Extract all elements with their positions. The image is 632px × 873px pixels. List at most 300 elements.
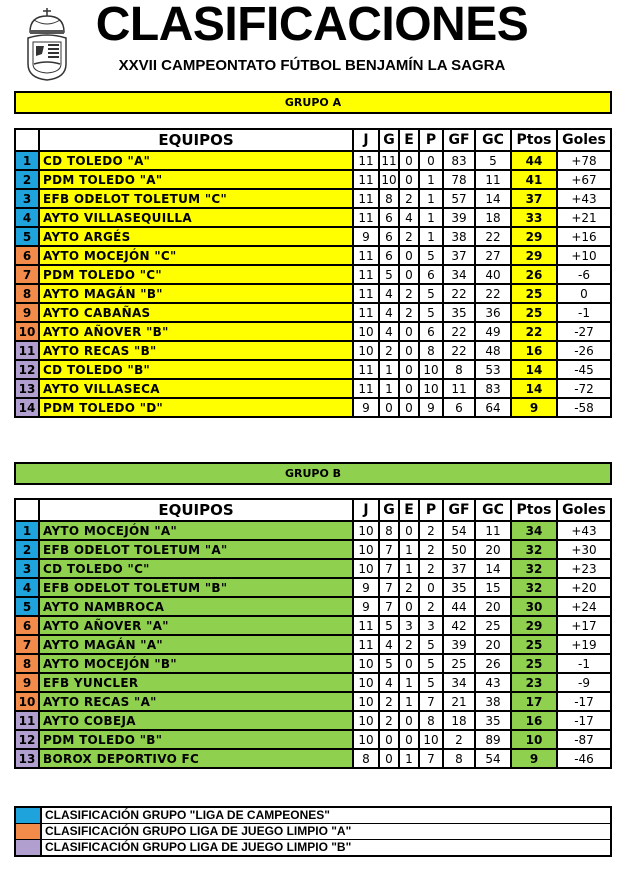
played: 9 — [353, 227, 379, 246]
legend-label: CLASIFICACIÓN GRUPO LIGA DE JUEGO LIMPIO "A" — [45, 824, 352, 838]
drawn: 0 — [399, 398, 419, 417]
col-header-equipos: EQUIPOS — [39, 129, 353, 151]
goals-against: 25 — [475, 616, 511, 635]
position-cell: 1 — [15, 151, 39, 170]
position-cell: 14 — [15, 398, 39, 417]
goals-for: 8 — [443, 360, 475, 379]
group-b-standings-table — [14, 498, 612, 769]
col-header-e: E — [399, 499, 419, 521]
lost: 2 — [419, 540, 443, 559]
lost: 0 — [419, 578, 443, 597]
played: 11 — [353, 284, 379, 303]
table-row — [15, 379, 611, 398]
drawn: 0 — [399, 170, 419, 189]
points: 17 — [511, 692, 557, 711]
lost: 2 — [419, 559, 443, 578]
drawn: 1 — [399, 540, 419, 559]
points: 26 — [511, 265, 557, 284]
team-name: AYTO COBEJA — [39, 711, 353, 730]
lost: 9 — [419, 398, 443, 417]
table-row — [15, 360, 611, 379]
col-header-goles: Goles — [557, 499, 611, 521]
points: 25 — [511, 654, 557, 673]
legend — [14, 806, 612, 857]
goals-against: 11 — [475, 170, 511, 189]
goals-against: 26 — [475, 654, 511, 673]
won: 5 — [379, 265, 399, 284]
goals-against: 38 — [475, 692, 511, 711]
played: 10 — [353, 540, 379, 559]
points: 22 — [511, 322, 557, 341]
table-row — [15, 284, 611, 303]
points: 9 — [511, 398, 557, 417]
goals-for: 22 — [443, 284, 475, 303]
team-name: EFB ODELOT TOLETUM "B" — [39, 578, 353, 597]
team-name: CD TOLEDO "C" — [39, 559, 353, 578]
lost: 1 — [419, 189, 443, 208]
goal-difference: -1 — [557, 303, 611, 322]
goal-difference: +21 — [557, 208, 611, 227]
team-name: AYTO AÑOVER "A" — [39, 616, 353, 635]
goal-difference: +23 — [557, 559, 611, 578]
points: 29 — [511, 616, 557, 635]
team-name: PDM TOLEDO "D" — [39, 398, 353, 417]
played: 10 — [353, 521, 379, 540]
drawn: 0 — [399, 322, 419, 341]
goals-for: 18 — [443, 711, 475, 730]
lost: 1 — [419, 208, 443, 227]
played: 11 — [353, 189, 379, 208]
table-header-row — [15, 499, 611, 521]
table-row — [15, 749, 611, 768]
col-header-j: J — [353, 129, 379, 151]
lost: 5 — [419, 635, 443, 654]
played: 8 — [353, 749, 379, 768]
table-row — [15, 730, 611, 749]
goal-difference: -46 — [557, 749, 611, 768]
drawn: 0 — [399, 246, 419, 265]
played: 9 — [353, 398, 379, 417]
lost: 7 — [419, 749, 443, 768]
points: 33 — [511, 208, 557, 227]
goals-against: 49 — [475, 322, 511, 341]
table-row — [15, 303, 611, 322]
lost: 10 — [419, 730, 443, 749]
position-cell: 7 — [15, 265, 39, 284]
position-cell: 8 — [15, 654, 39, 673]
table-row — [15, 616, 611, 635]
goals-for: 21 — [443, 692, 475, 711]
won: 0 — [379, 398, 399, 417]
drawn: 0 — [399, 379, 419, 398]
goals-against: 11 — [475, 521, 511, 540]
legend-swatch-blue — [16, 808, 42, 823]
team-name: AYTO VILLASECA — [39, 379, 353, 398]
col-header-g: G — [379, 499, 399, 521]
points: 14 — [511, 360, 557, 379]
won: 6 — [379, 208, 399, 227]
points: 29 — [511, 227, 557, 246]
goals-for: 57 — [443, 189, 475, 208]
drawn: 1 — [399, 559, 419, 578]
col-header-p: P — [419, 129, 443, 151]
won: 7 — [379, 578, 399, 597]
goals-against: 22 — [475, 284, 511, 303]
table-row — [15, 322, 611, 341]
lost: 8 — [419, 711, 443, 730]
table-row — [15, 170, 611, 189]
played: 11 — [353, 208, 379, 227]
team-name: CD TOLEDO "B" — [39, 360, 353, 379]
legend-label: CLASIFICACIÓN GRUPO "LIGA DE CAMPEONES" — [45, 808, 330, 822]
won: 7 — [379, 540, 399, 559]
goal-difference: -17 — [557, 692, 611, 711]
col-header-gc: GC — [475, 499, 511, 521]
goals-against: 20 — [475, 597, 511, 616]
position-cell: 12 — [15, 730, 39, 749]
played: 10 — [353, 673, 379, 692]
points: 25 — [511, 284, 557, 303]
goal-difference: +67 — [557, 170, 611, 189]
lost: 3 — [419, 616, 443, 635]
goals-for: 35 — [443, 578, 475, 597]
won: 6 — [379, 227, 399, 246]
drawn: 0 — [399, 341, 419, 360]
position-cell: 11 — [15, 711, 39, 730]
table-row — [15, 635, 611, 654]
table-header-row — [15, 129, 611, 151]
team-name: AYTO RECAS "A" — [39, 692, 353, 711]
team-name: PDM TOLEDO "C" — [39, 265, 353, 284]
col-header-j: J — [353, 499, 379, 521]
col-header-gc: GC — [475, 129, 511, 151]
won: 0 — [379, 749, 399, 768]
played: 11 — [353, 616, 379, 635]
team-name: EFB YUNCLER — [39, 673, 353, 692]
points: 37 — [511, 189, 557, 208]
goals-against: 15 — [475, 578, 511, 597]
goals-for: 6 — [443, 398, 475, 417]
points: 23 — [511, 673, 557, 692]
goal-difference: +43 — [557, 189, 611, 208]
lost: 2 — [419, 597, 443, 616]
drawn: 3 — [399, 616, 419, 635]
table-row — [15, 711, 611, 730]
table-row — [15, 654, 611, 673]
table-row — [15, 208, 611, 227]
points: 44 — [511, 151, 557, 170]
goals-for: 38 — [443, 227, 475, 246]
played: 11 — [353, 170, 379, 189]
legend-swatch-purple — [16, 840, 42, 855]
goals-for: 2 — [443, 730, 475, 749]
goals-for: 37 — [443, 559, 475, 578]
col-header-pos — [15, 129, 39, 151]
points: 41 — [511, 170, 557, 189]
played: 11 — [353, 151, 379, 170]
position-cell: 12 — [15, 360, 39, 379]
goal-difference: -6 — [557, 265, 611, 284]
col-header-goles: Goles — [557, 129, 611, 151]
position-cell: 3 — [15, 559, 39, 578]
table-row — [15, 227, 611, 246]
position-cell: 4 — [15, 578, 39, 597]
goals-against: 89 — [475, 730, 511, 749]
won: 4 — [379, 635, 399, 654]
goals-for: 54 — [443, 521, 475, 540]
table-row — [15, 559, 611, 578]
drawn: 1 — [399, 749, 419, 768]
drawn: 1 — [399, 692, 419, 711]
goals-for: 39 — [443, 208, 475, 227]
won: 7 — [379, 597, 399, 616]
legend-item-juego-limpio-b — [16, 840, 610, 855]
goals-for: 22 — [443, 341, 475, 360]
goal-difference: +20 — [557, 578, 611, 597]
lost: 1 — [419, 227, 443, 246]
goal-difference: -58 — [557, 398, 611, 417]
played: 11 — [353, 265, 379, 284]
team-name: EFB ODELOT TOLETUM "C" — [39, 189, 353, 208]
goal-difference: -1 — [557, 654, 611, 673]
won: 2 — [379, 341, 399, 360]
table-row — [15, 597, 611, 616]
points: 25 — [511, 635, 557, 654]
goal-difference: -9 — [557, 673, 611, 692]
team-name: PDM TOLEDO "A" — [39, 170, 353, 189]
played: 9 — [353, 578, 379, 597]
drawn: 0 — [399, 597, 419, 616]
position-cell: 1 — [15, 521, 39, 540]
goal-difference: -87 — [557, 730, 611, 749]
goal-difference: -26 — [557, 341, 611, 360]
goals-against: 35 — [475, 711, 511, 730]
position-cell: 2 — [15, 170, 39, 189]
goals-against: 53 — [475, 360, 511, 379]
col-header-equipos: EQUIPOS — [39, 499, 353, 521]
goals-against: 27 — [475, 246, 511, 265]
played: 10 — [353, 559, 379, 578]
drawn: 2 — [399, 189, 419, 208]
team-name: AYTO VILLASEQUILLA — [39, 208, 353, 227]
points: 10 — [511, 730, 557, 749]
points: 9 — [511, 749, 557, 768]
won: 4 — [379, 673, 399, 692]
won: 10 — [379, 170, 399, 189]
won: 5 — [379, 616, 399, 635]
played: 11 — [353, 635, 379, 654]
drawn: 0 — [399, 654, 419, 673]
drawn: 2 — [399, 578, 419, 597]
goal-difference: +24 — [557, 597, 611, 616]
goals-against: 18 — [475, 208, 511, 227]
table-row — [15, 189, 611, 208]
goals-for: 42 — [443, 616, 475, 635]
points: 32 — [511, 578, 557, 597]
goals-against: 36 — [475, 303, 511, 322]
col-header-pos — [15, 499, 39, 521]
lost: 10 — [419, 360, 443, 379]
col-header-p: P — [419, 499, 443, 521]
points: 14 — [511, 379, 557, 398]
lost: 10 — [419, 379, 443, 398]
col-header-e: E — [399, 129, 419, 151]
position-cell: 10 — [15, 322, 39, 341]
won: 1 — [379, 379, 399, 398]
won: 6 — [379, 246, 399, 265]
won: 1 — [379, 360, 399, 379]
goals-for: 25 — [443, 654, 475, 673]
goal-difference: +17 — [557, 616, 611, 635]
team-name: AYTO CABAÑAS — [39, 303, 353, 322]
won: 4 — [379, 322, 399, 341]
lost: 8 — [419, 341, 443, 360]
table-row — [15, 246, 611, 265]
legend-label: CLASIFICACIÓN GRUPO LIGA DE JUEGO LIMPIO "B" — [45, 840, 352, 854]
page-title: CLASIFICACIONES — [95, 0, 529, 51]
goal-difference: -27 — [557, 322, 611, 341]
position-cell: 6 — [15, 616, 39, 635]
lost: 1 — [419, 170, 443, 189]
table-row — [15, 151, 611, 170]
position-cell: 7 — [15, 635, 39, 654]
table-row — [15, 540, 611, 559]
goals-for: 50 — [443, 540, 475, 559]
lost: 6 — [419, 265, 443, 284]
drawn: 0 — [399, 711, 419, 730]
goals-against: 22 — [475, 227, 511, 246]
played: 11 — [353, 360, 379, 379]
team-name: AYTO MOCEJÓN "C" — [39, 246, 353, 265]
lost: 6 — [419, 322, 443, 341]
drawn: 1 — [399, 673, 419, 692]
position-cell: 5 — [15, 227, 39, 246]
played: 11 — [353, 246, 379, 265]
goals-against: 54 — [475, 749, 511, 768]
goal-difference: +78 — [557, 151, 611, 170]
lost: 5 — [419, 246, 443, 265]
goal-difference: 0 — [557, 284, 611, 303]
table-row — [15, 673, 611, 692]
played: 10 — [353, 711, 379, 730]
drawn: 4 — [399, 208, 419, 227]
won: 8 — [379, 189, 399, 208]
goal-difference: +19 — [557, 635, 611, 654]
group-b-header: GRUPO B — [14, 462, 612, 485]
goal-difference: -45 — [557, 360, 611, 379]
goal-difference: -72 — [557, 379, 611, 398]
group-a-standings-table — [14, 128, 612, 418]
goals-for: 8 — [443, 749, 475, 768]
drawn: 0 — [399, 265, 419, 284]
goals-for: 35 — [443, 303, 475, 322]
table-row — [15, 578, 611, 597]
won: 8 — [379, 521, 399, 540]
col-header-g: G — [379, 129, 399, 151]
goals-against: 14 — [475, 189, 511, 208]
position-cell: 8 — [15, 284, 39, 303]
legend-item-liga-campeones — [16, 808, 610, 824]
lost: 5 — [419, 673, 443, 692]
lost: 0 — [419, 151, 443, 170]
goal-difference: -17 — [557, 711, 611, 730]
lost: 2 — [419, 521, 443, 540]
played: 10 — [353, 322, 379, 341]
col-header-gf: GF — [443, 129, 475, 151]
position-cell: 6 — [15, 246, 39, 265]
page-subtitle: XXVII CAMPEONTATO FÚTBOL BENJAMÍN LA SAGRA — [118, 57, 506, 74]
goal-difference: +43 — [557, 521, 611, 540]
points: 32 — [511, 559, 557, 578]
won: 5 — [379, 654, 399, 673]
table-row — [15, 265, 611, 284]
points: 32 — [511, 540, 557, 559]
won: 4 — [379, 303, 399, 322]
team-name: AYTO MAGÁN "A" — [39, 635, 353, 654]
played: 11 — [353, 303, 379, 322]
position-cell: 3 — [15, 189, 39, 208]
goals-for: 22 — [443, 322, 475, 341]
team-name: CD TOLEDO "A" — [39, 151, 353, 170]
lost: 7 — [419, 692, 443, 711]
team-name: AYTO MAGÁN "B" — [39, 284, 353, 303]
position-cell: 10 — [15, 692, 39, 711]
team-name: PDM TOLEDO "B" — [39, 730, 353, 749]
played: 9 — [353, 597, 379, 616]
team-name: AYTO ARGÉS — [39, 227, 353, 246]
won: 11 — [379, 151, 399, 170]
played: 10 — [353, 341, 379, 360]
goals-against: 48 — [475, 341, 511, 360]
goals-for: 37 — [443, 246, 475, 265]
goals-against: 43 — [475, 673, 511, 692]
won: 7 — [379, 559, 399, 578]
goals-for: 39 — [443, 635, 475, 654]
position-cell: 13 — [15, 749, 39, 768]
goals-against: 20 — [475, 540, 511, 559]
played: 10 — [353, 730, 379, 749]
drawn: 0 — [399, 151, 419, 170]
goals-for: 11 — [443, 379, 475, 398]
goals-against: 64 — [475, 398, 511, 417]
table-row — [15, 341, 611, 360]
group-a-header: GRUPO A — [14, 91, 612, 114]
goals-against: 83 — [475, 379, 511, 398]
position-cell: 5 — [15, 597, 39, 616]
position-cell: 9 — [15, 303, 39, 322]
drawn: 2 — [399, 635, 419, 654]
position-cell: 9 — [15, 673, 39, 692]
won: 4 — [379, 284, 399, 303]
points: 34 — [511, 521, 557, 540]
legend-swatch-orange — [16, 824, 42, 839]
played: 10 — [353, 654, 379, 673]
team-name: AYTO RECAS "B" — [39, 341, 353, 360]
goal-difference: +10 — [557, 246, 611, 265]
table-row — [15, 398, 611, 417]
goals-against: 14 — [475, 559, 511, 578]
team-name: AYTO MOCEJÓN "A" — [39, 521, 353, 540]
played: 11 — [353, 379, 379, 398]
goals-for: 34 — [443, 265, 475, 284]
goals-against: 20 — [475, 635, 511, 654]
team-name: AYTO AÑOVER "B" — [39, 322, 353, 341]
drawn: 2 — [399, 227, 419, 246]
team-name: BOROX DEPORTIVO FC — [39, 749, 353, 768]
goals-against: 40 — [475, 265, 511, 284]
col-header-ptos: Ptos — [511, 129, 557, 151]
drawn: 0 — [399, 521, 419, 540]
